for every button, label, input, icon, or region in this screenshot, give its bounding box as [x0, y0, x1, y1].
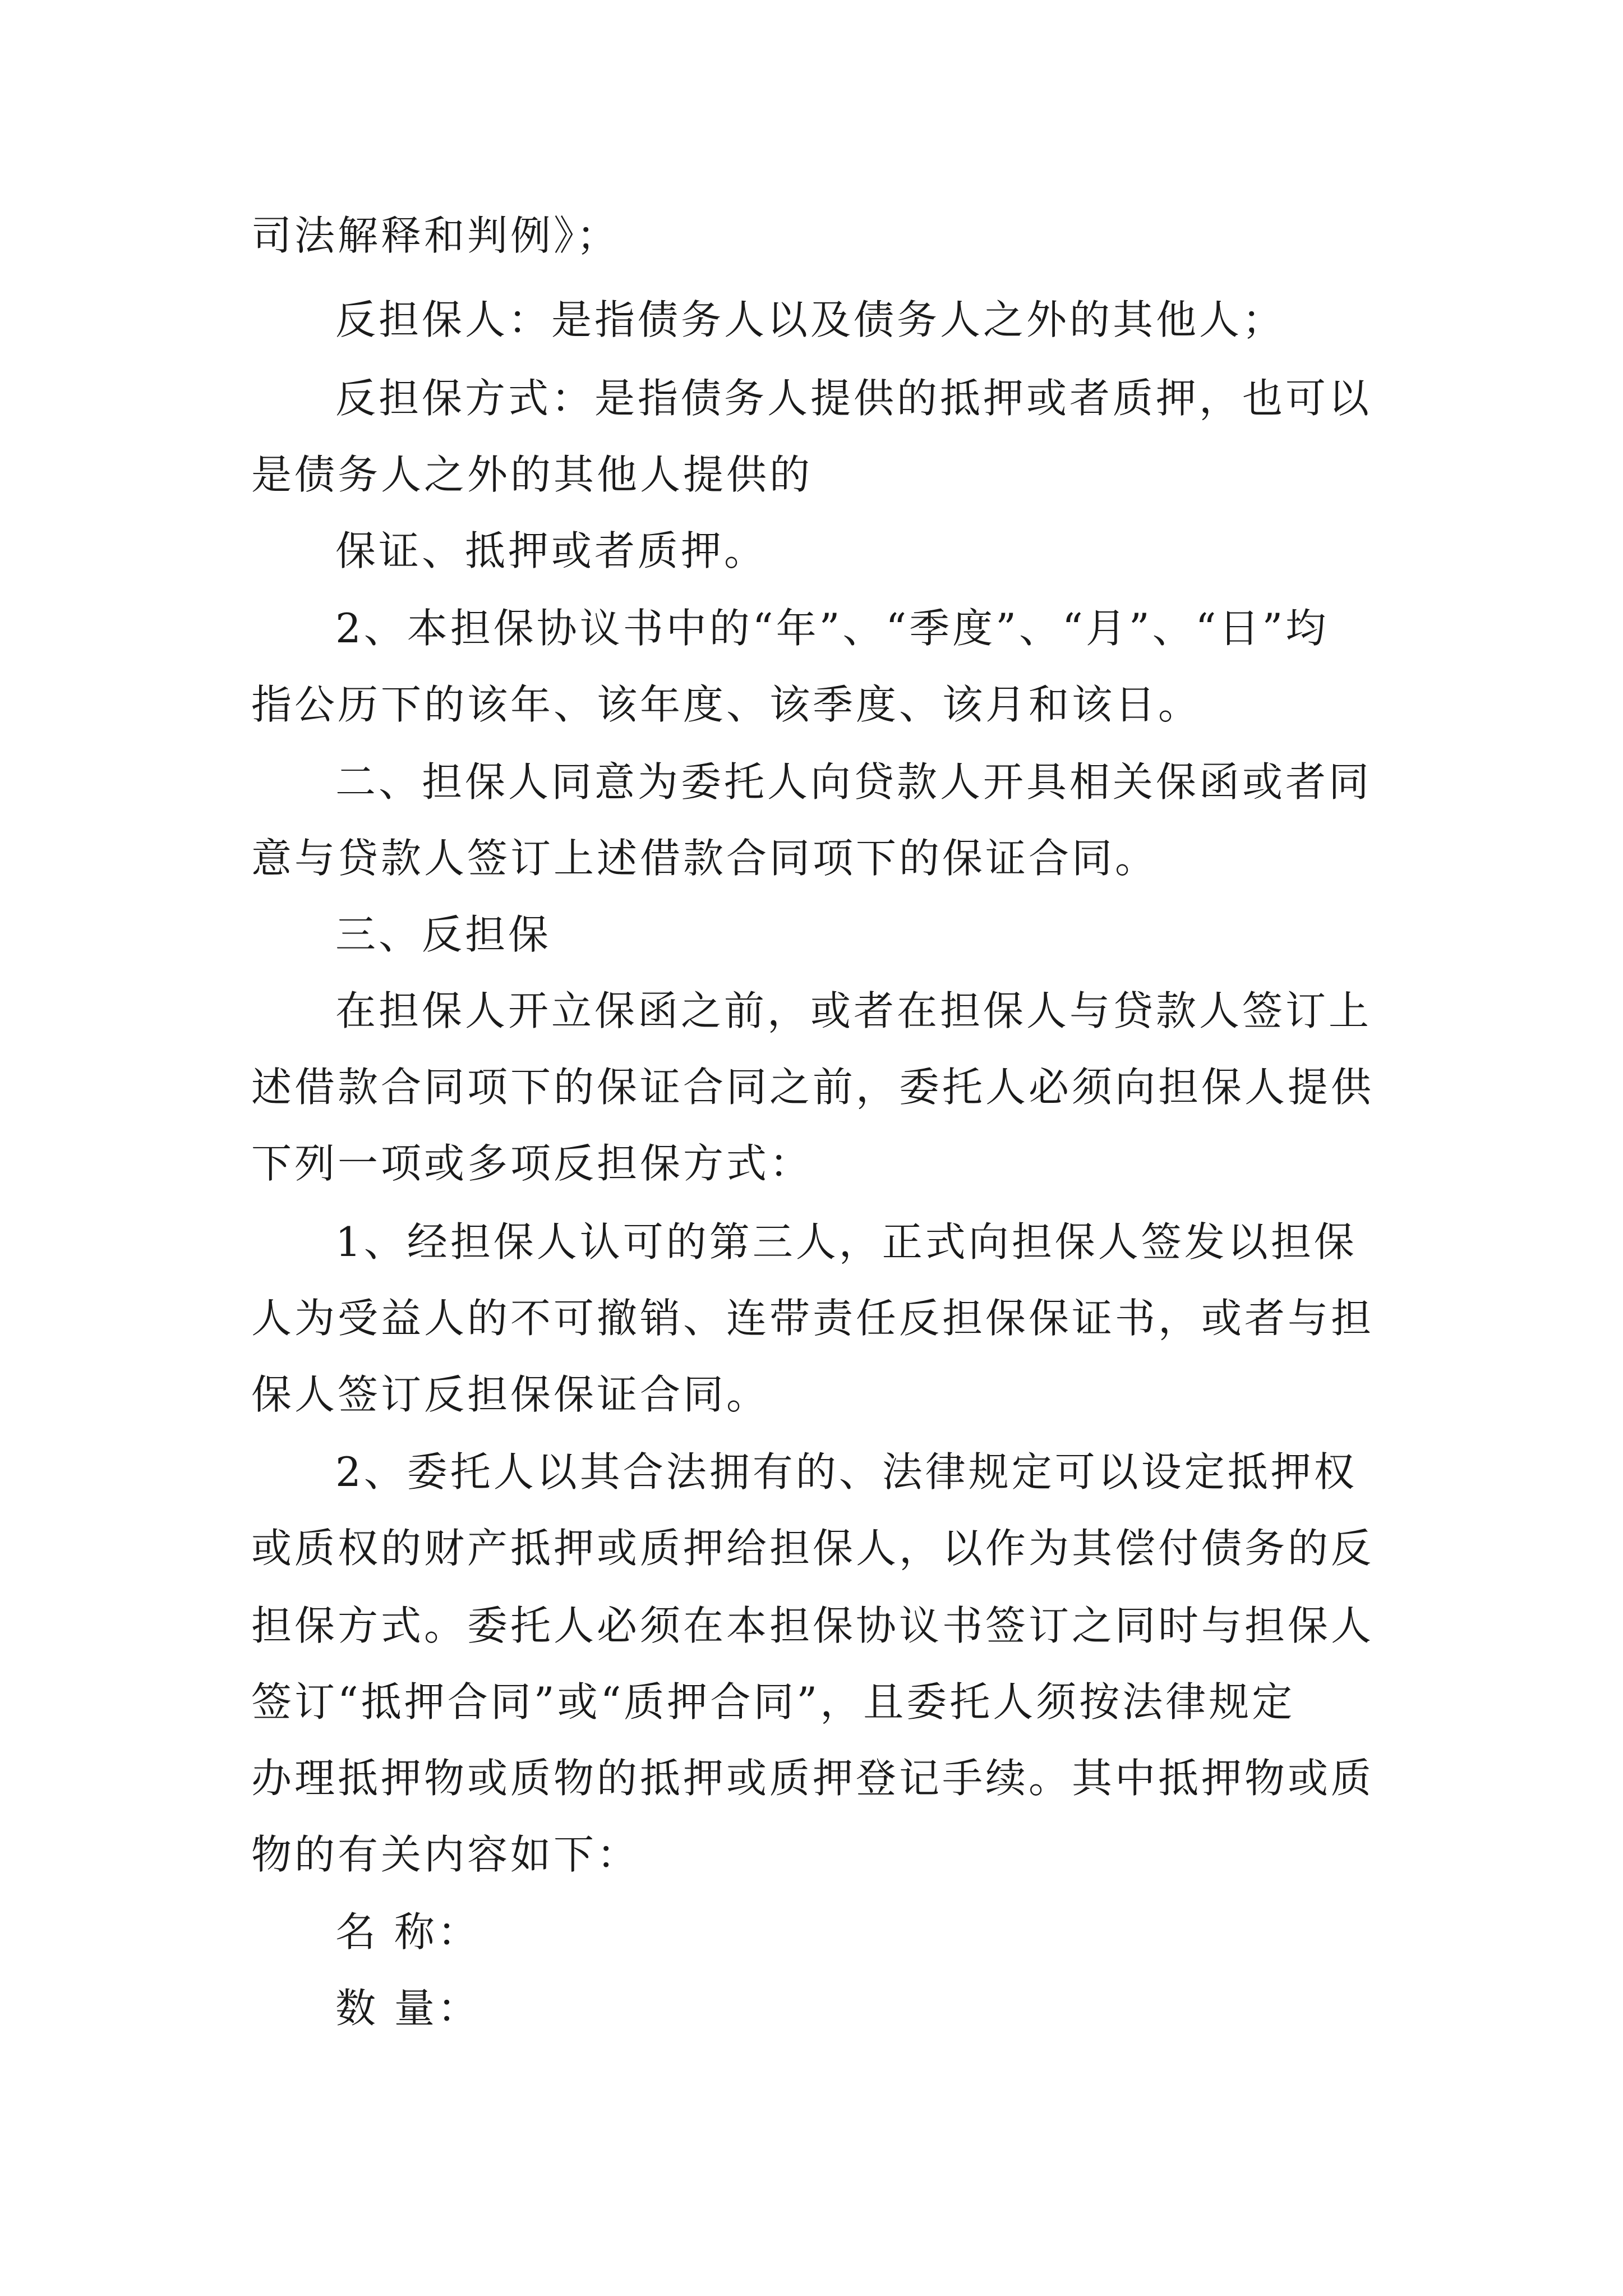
text-line: 2、本担保协议书中的“年”、“季度”、“月”、“日”均 [335, 605, 1329, 652]
text-line: 担保方式。委托人必须在本担保协议书签订之同时与担保人 [251, 1602, 1375, 1649]
text-line: 签订“抵押合同”或“质押合同”，且委托人须按法律规定 [251, 1678, 1295, 1726]
text-line: 反担保方式：是指债务人提供的抵押或者质押，也可以 [335, 375, 1372, 422]
text-line: 保证、抵押或者质押。 [335, 527, 768, 574]
text-line: 意与贷款人签订上述借款合同项下的保证合同。 [251, 835, 1159, 882]
text-line: 2、委托人以其合法拥有的、法律规定可以设定抵押权 [335, 1448, 1357, 1496]
text-line: 在担保人开立保函之前，或者在担保人与贷款人签订上 [335, 987, 1372, 1034]
text-line: 物的有关内容如下： [251, 1831, 640, 1878]
text-line: 司法解释和判例》； [251, 212, 620, 259]
text-line: 数 量： [335, 1985, 481, 2032]
text-line: 下列一项或多项反担保方式： [251, 1140, 813, 1187]
text-line: 办理抵押物或质物的抵押或质押登记手续。其中抵押物或质 [251, 1755, 1375, 1802]
text-line: 指公历下的该年、该年度、该季度、该月和该日。 [251, 681, 1202, 728]
text-line: 述借款合同项下的保证合同之前，委托人必须向担保人提供 [251, 1064, 1375, 1111]
text-line: 人为受益人的不可撤销、连带责任反担保保证书，或者与担 [251, 1295, 1375, 1342]
text-line: 反担保人：是指债务人以及债务人之外的其他人； [335, 296, 1286, 343]
text-line: 保人签订反担保保证合同。 [251, 1371, 770, 1418]
text-line: 三、反担保 [335, 911, 552, 958]
text-line: 或质权的财产抵押或质押给担保人，以作为其偿付债务的反 [251, 1525, 1375, 1572]
text-line: 是债务人之外的其他人提供的 [251, 451, 813, 498]
text-line: 名 称： [335, 1908, 481, 1955]
text-line: 1、经担保人认可的第三人，正式向担保人签发以担保 [335, 1218, 1357, 1266]
text-line: 二、担保人同意为委托人向贷款人开具相关保函或者同 [335, 758, 1372, 806]
